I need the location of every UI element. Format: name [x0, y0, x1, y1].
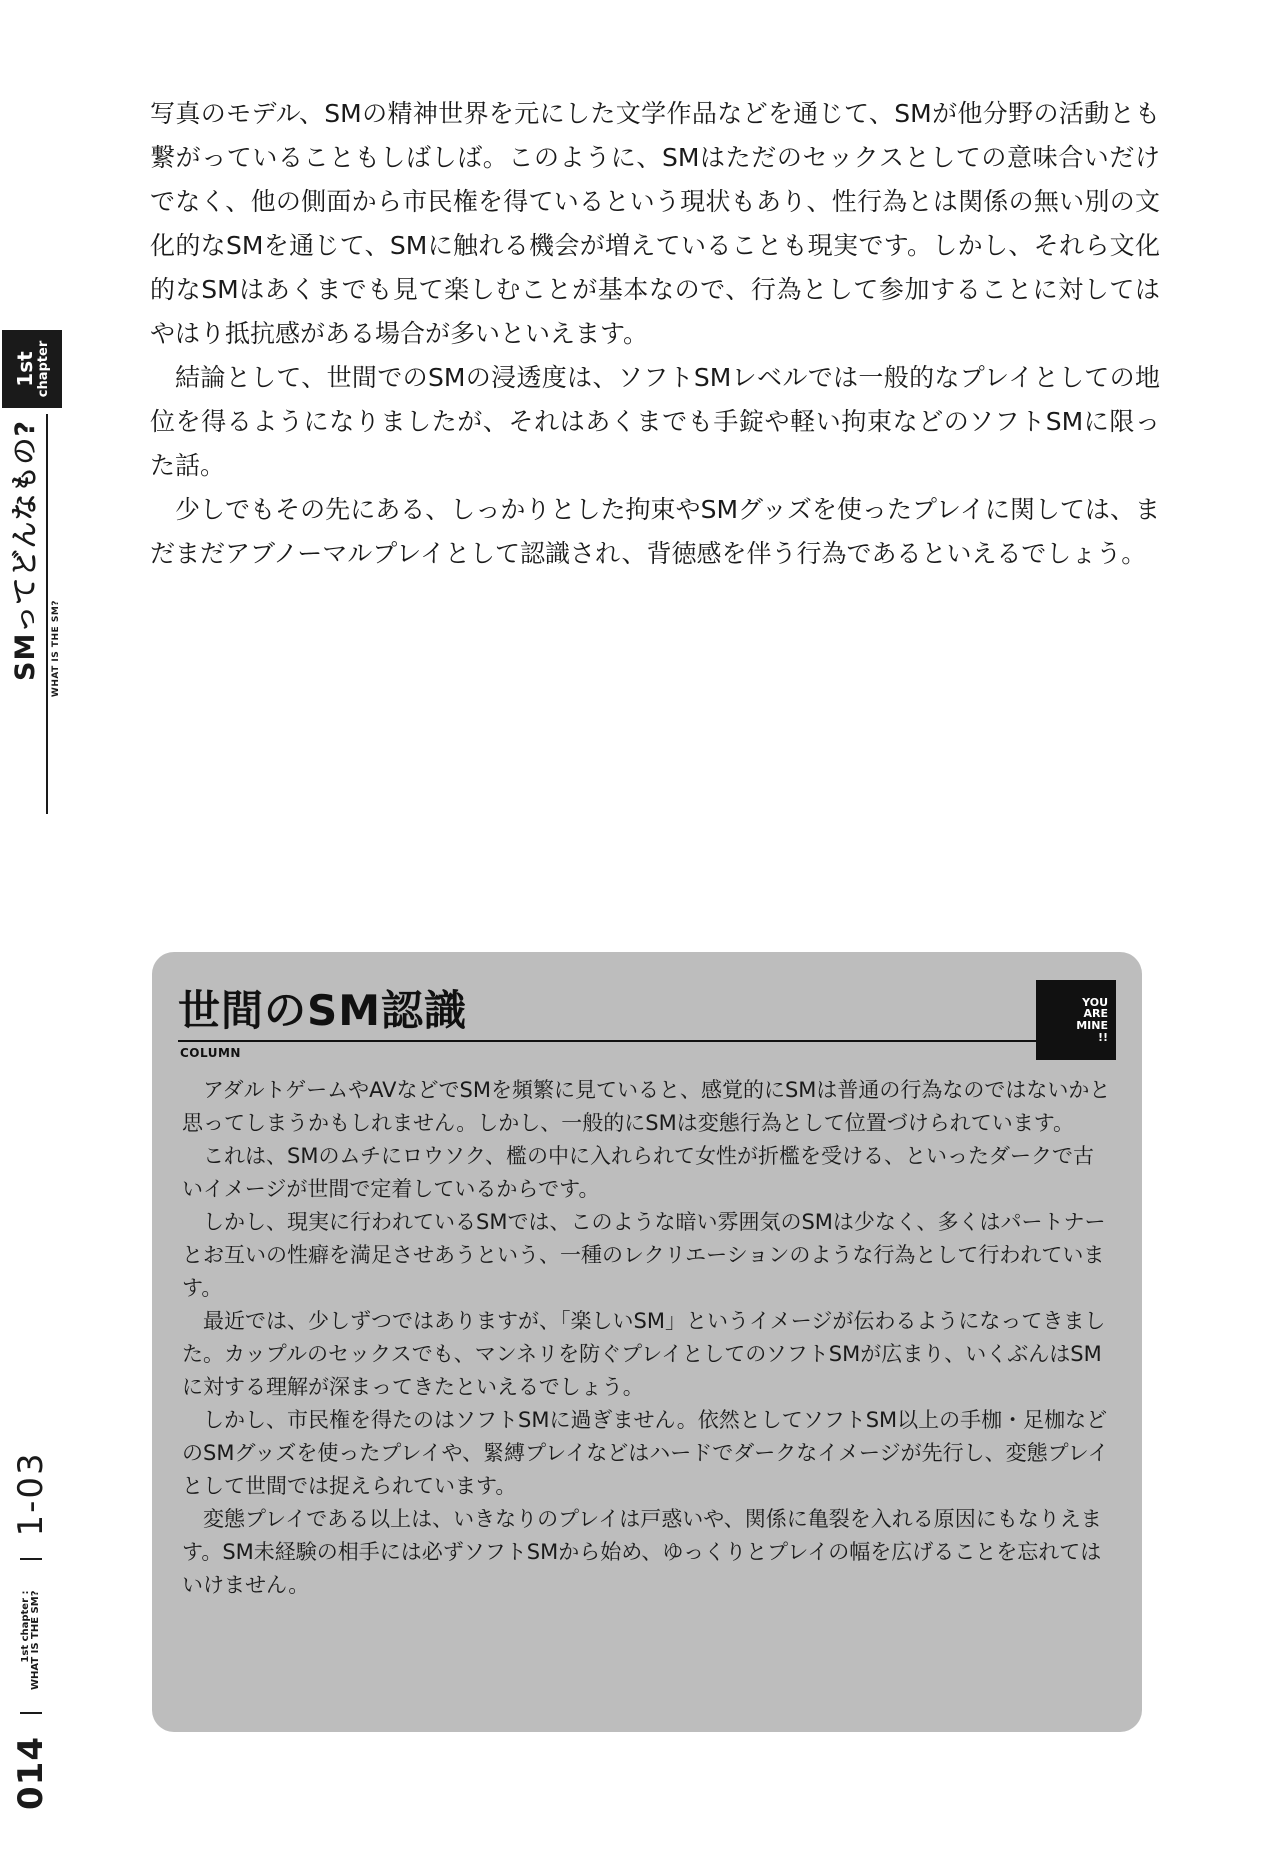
chapter-sidebar [0, 0, 62, 1864]
page-number: 014 [11, 1736, 51, 1810]
section-caption-line2: WHAT IS THE SM? [30, 1590, 41, 1691]
column-paragraph: しかし、市民権を得たのはソフトSMに過ぎません。依然としてソフトSM以上の手枷・足枷などのSMグッズを使ったプレイや、緊縛プレイなどはハードでダークなイメージが先行し、変態プレイとして世間では捉えられています。 [182, 1408, 1109, 1498]
body-paragraph: 少しでもその先にある、しっかりとした拘束やSMグッズを使ったプレイに関しては、まだまだアブノーマルプレイとして認識され、背徳感を伴う行為であるといえるでしょう。 [150, 495, 1160, 568]
chapter-title-text: SMってどんなもの? [9, 420, 41, 681]
column-paragraph: 変態プレイである以上は、いきなりのプレイは戸惑いや、関係に亀裂を入れる原因にもなりえます。SM未経験の相手には必ずソフトSMから始め、ゆっくりとプレイの幅を広げることを忘れてはいけません。 [182, 1507, 1102, 1597]
section-caption [21, 1590, 42, 1690]
badge-line: ARE [1083, 1007, 1108, 1021]
column-label: COLUMN [180, 1046, 241, 1060]
chapter-tab [2, 330, 62, 408]
body-paragraph: 結論として、世間でのSMの浸透度は、ソフトSMレベルでは一般的なプレイとしての地位を得るようになりましたが、それはあくまでも手錠や軽い拘束などのソフトSMに限った話。 [150, 363, 1160, 480]
column-body [182, 1074, 1112, 1602]
column-box [152, 952, 1142, 1732]
badge-line: !! [1097, 1030, 1108, 1044]
column-paragraph: アダルトゲームやAVなどでSMを頻繁に見ていると、感覚的にSMは普通の行為なのではないかと思ってしまうかもしれません。しかし、一般的にSMは変態行為として位置づけられています。 [182, 1078, 1111, 1135]
you-are-mine-badge [1036, 980, 1116, 1060]
chapter-word: chapter [35, 340, 51, 398]
main-body-text [150, 92, 1160, 576]
badge-line: MINE [1076, 1019, 1108, 1032]
column-paragraph: これは、SMのムチにロウソク、檻の中に入れられて女性が折檻を受ける、といったダークで古いイメージが世間で定着しているからです。 [182, 1144, 1094, 1201]
footer-divider [20, 1558, 42, 1560]
section-number: 1-03 [11, 1451, 51, 1537]
chapter-title [0, 420, 44, 760]
body-paragraph: 写真のモデル、SMの精神世界を元にした文学作品などを通じて、SMが他分野の活動とも繋がっていることもしばしば。このように、SMはただのセックスとしての意味合いだけでなく、他の側面から市民権を得ているという現状もあり、性行為とは関係の無い別の文化的なSMを通じて、SMに触れる機会が増えていることも現実です。しかし、それら文化的なSMはあくまでも見て楽しむことが基本なので、行為として参加することに対してはやはり抵抗感がある場合が多いといえます。 [150, 99, 1160, 348]
page-footer [0, 1240, 62, 1810]
column-title: 世間のSM認識 [178, 986, 468, 1035]
column-title-rule [178, 1040, 1046, 1042]
chapter-number: 1st [12, 351, 37, 387]
footer-divider [20, 1712, 42, 1714]
column-paragraph: しかし、現実に行われているSMでは、このような暗い雰囲気のSMは少なく、多くはパートナーとお互いの性癖を満足させあうという、一種のレクリエーションのような行為として行われています。 [182, 1210, 1106, 1300]
chapter-subtitle [48, 600, 64, 800]
badge-line: YOU [1082, 995, 1108, 1009]
chapter-subtitle-text: WHAT IS THE SM? [51, 600, 61, 698]
section-caption-line1: 1st chapter : [19, 1590, 31, 1663]
column-paragraph: 最近では、少しずつではありますが、「楽しいSM」というイメージが伝わるようになってきました。カップルのセックスでも、マンネリを防ぐプレイとしてのソフトSMが広まり、いくぶんはSMに対する理解が深まってきたといえるでしょう。 [182, 1309, 1106, 1399]
